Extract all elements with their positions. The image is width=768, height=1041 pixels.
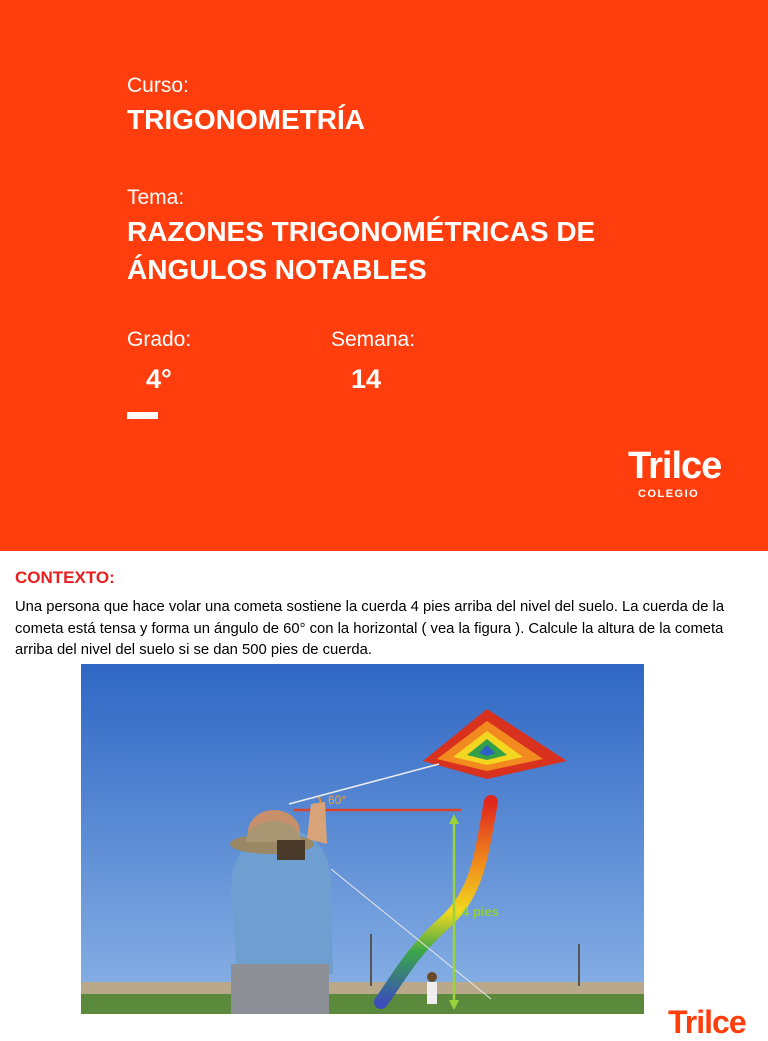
trilce-logo bbox=[628, 446, 721, 500]
grass bbox=[81, 994, 644, 1014]
height-label: 4 pies bbox=[462, 904, 499, 919]
topic-title-line2: ÁNGULOS NOTABLES bbox=[127, 254, 427, 285]
accent-dash bbox=[127, 412, 158, 419]
kite-photo bbox=[81, 664, 644, 1014]
grade-label: Grado: bbox=[127, 328, 192, 351]
topic-label: Tema: bbox=[127, 186, 185, 209]
week-label: Semana: bbox=[331, 328, 416, 351]
logo-subtitle: COLEGIO bbox=[638, 488, 700, 500]
context-paragraph: Una persona que hace volar una cometa sostiene la cuerda 4 pies arriba del nivel del suelo. La cuerda de la cometa está tensa y forma un ángulo de 60° con la horizontal ( vea la figura ). Calcule la altura de la cometa arriba del nivel del suelo si se dan 500 pies de cuerda. bbox=[15, 599, 725, 658]
footer-logo: Trilce bbox=[668, 1004, 746, 1040]
course-title: TRIGONOMETRÍA bbox=[127, 104, 365, 135]
topic-title-line1: RAZONES TRIGONOMÉTRICAS DE bbox=[127, 216, 596, 247]
week-value: 14 bbox=[351, 364, 382, 394]
sky bbox=[81, 664, 644, 1014]
context-heading: CONTEXTO: bbox=[15, 568, 115, 587]
horizon bbox=[81, 982, 644, 996]
angle-label: 60° bbox=[328, 793, 347, 807]
course-label: Curso: bbox=[127, 74, 189, 97]
grade-value: 4° bbox=[146, 364, 172, 394]
logo-wordmark: Trilce bbox=[628, 445, 722, 487]
background-person bbox=[427, 972, 437, 1004]
